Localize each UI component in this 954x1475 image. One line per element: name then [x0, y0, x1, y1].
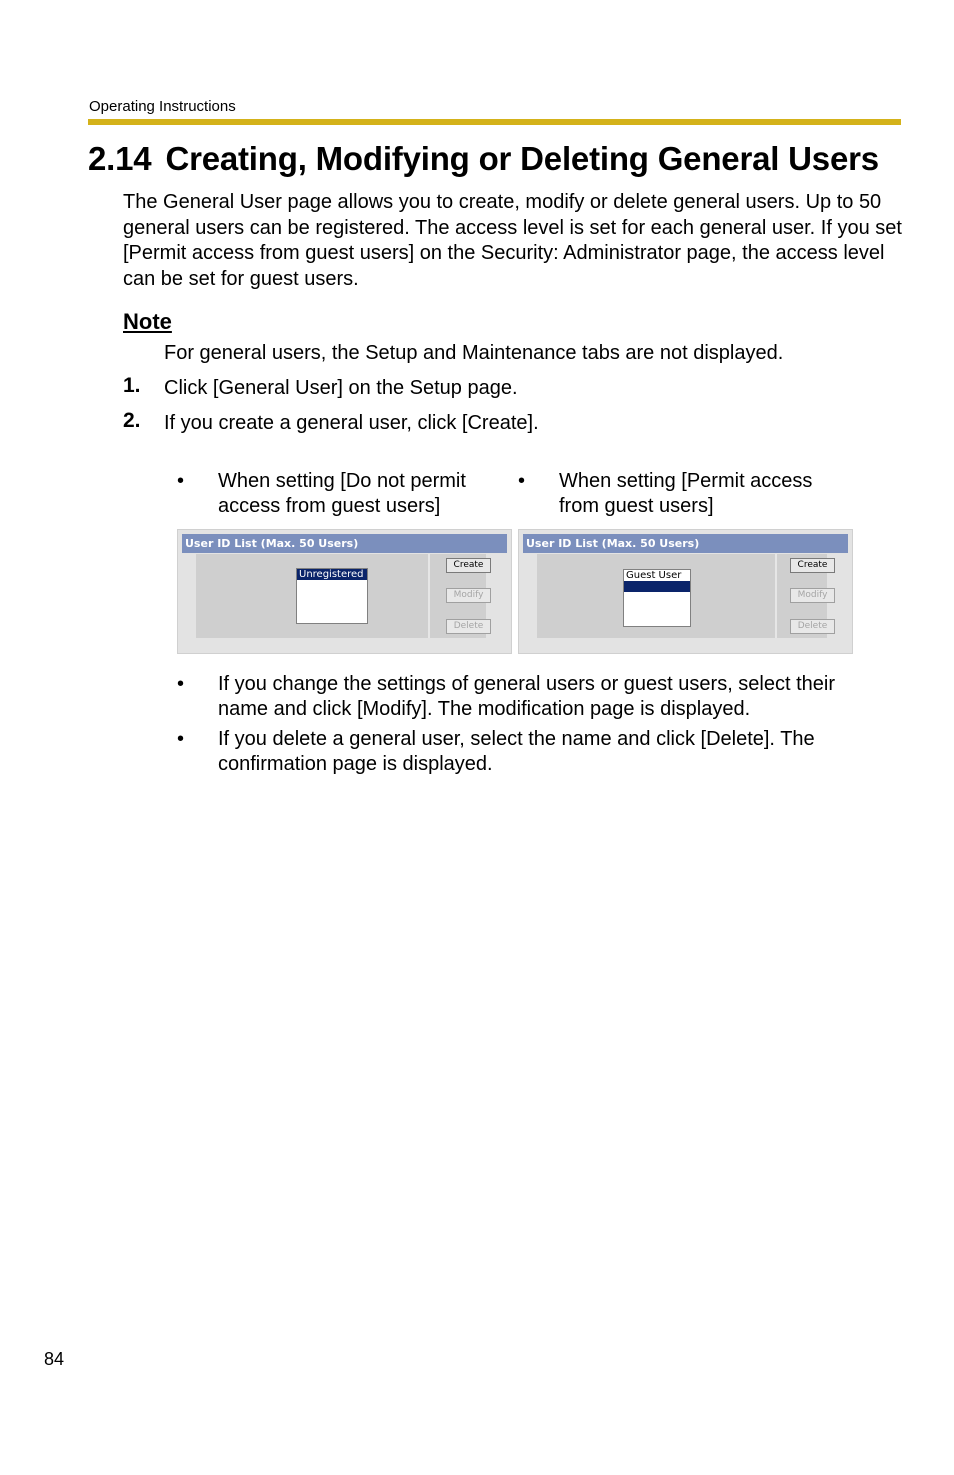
list-item-selected[interactable] [624, 581, 690, 592]
user-id-list-panel-no-guest [177, 529, 512, 654]
bullet-dot: • [177, 728, 185, 750]
step-number: 1. [123, 374, 141, 397]
note-heading: Note [123, 309, 172, 334]
user-listbox[interactable] [296, 568, 368, 624]
step-text: Click [General User] on the Setup page. [164, 377, 518, 399]
bullet-text: If you change the settings of general users or guest users, select their name and click [Modify]. The modification page is displayed. [218, 673, 836, 720]
user-id-list-panel-guest [518, 529, 853, 654]
panel-body [196, 554, 486, 638]
panel-separator [428, 554, 430, 638]
list-item[interactable]: Unregistered [297, 569, 367, 580]
running-header: Operating Instructions [89, 98, 236, 115]
panel-title: User ID List (Max. 50 Users) [182, 534, 507, 553]
page-number: 84 [44, 1349, 65, 1369]
note-text: For general users, the Setup and Maintenance tabs are not displayed. [164, 342, 784, 364]
delete-button[interactable]: Delete [790, 619, 835, 634]
user-listbox[interactable] [623, 569, 691, 627]
step-number: 2. [123, 409, 141, 432]
bullet-dot: • [177, 470, 185, 492]
bullet-dot: • [518, 470, 526, 492]
modify-button[interactable]: Modify [446, 588, 491, 603]
section-number: 2.14 [88, 140, 152, 177]
section-title [88, 140, 879, 178]
step-text: If you create a general user, click [Create]. [164, 412, 539, 434]
bullet-text: If you delete a general user, select the name and click [Delete]. The confirmation page is displayed. [218, 728, 815, 775]
bullet-text: When setting [Do not permit access from guest users] [218, 470, 466, 517]
create-button[interactable]: Create [446, 558, 491, 573]
panel-body [537, 554, 827, 638]
delete-button[interactable]: Delete [446, 619, 491, 634]
bullet-text: When setting [Permit access from guest users] [559, 470, 813, 517]
bullet-dot: • [177, 673, 185, 695]
panel-separator [775, 554, 777, 638]
intro-paragraph: The General User page allows you to create, modify or delete general users. Up to 50 general users can be registered. The access level is set for each general user. If you set [Permit access from guest users] on the Security: Administrator page, the access level can be set for guest users. [123, 191, 902, 290]
list-item[interactable]: Guest User [626, 570, 682, 581]
modify-button[interactable]: Modify [790, 588, 835, 603]
create-button[interactable]: Create [790, 558, 835, 573]
header-rule [88, 119, 901, 125]
panel-title: User ID List (Max. 50 Users) [523, 534, 848, 553]
section-title-text: Creating, Modifying or Deleting General Users [165, 140, 879, 177]
